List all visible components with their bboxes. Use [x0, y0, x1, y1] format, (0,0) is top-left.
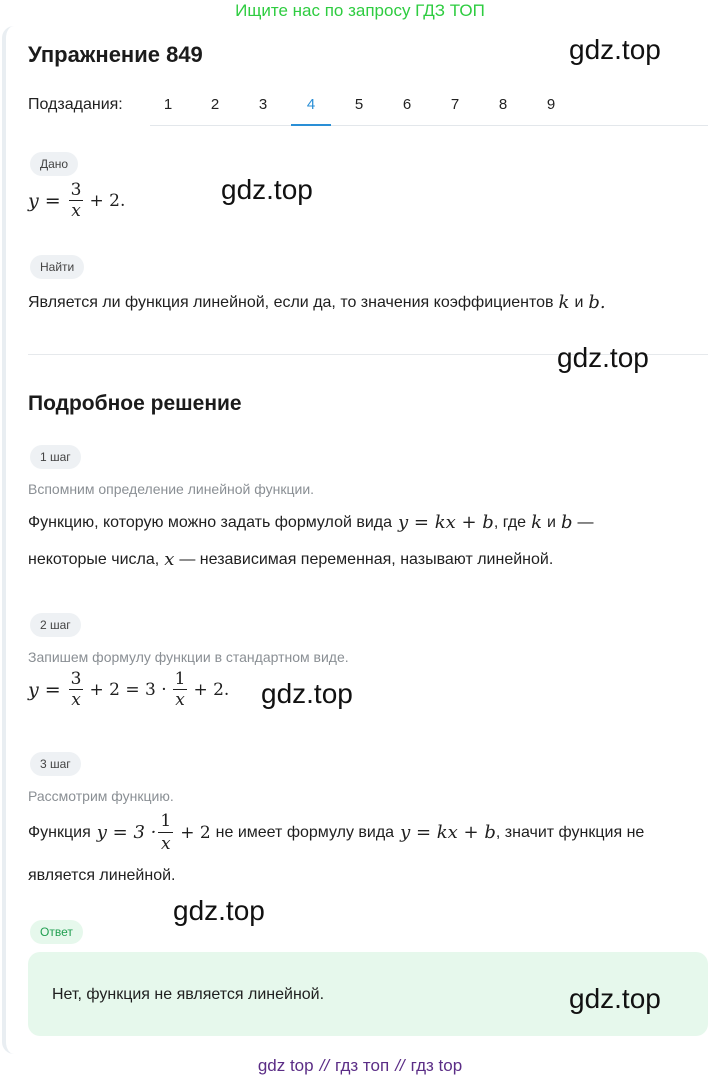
- formula-fraction-2: [173, 669, 188, 710]
- step-3-hint: Рассмотрим функцию.: [28, 788, 174, 804]
- var-x: x: [164, 549, 175, 570]
- formula-y: y: [28, 678, 39, 701]
- given-badge: Дано: [30, 152, 78, 176]
- step-3-text-so: , значит функция не: [495, 823, 645, 841]
- watermark: gdz.top: [569, 983, 661, 1014]
- find-and: и: [574, 294, 584, 311]
- formula-fraction-1: [69, 669, 84, 710]
- step-2-formula: [28, 669, 229, 710]
- footer-link-gdz-top-ru[interactable]: гдз топ: [335, 1056, 390, 1075]
- subtasks-divider: [150, 125, 708, 126]
- watermark: gdz.top: [557, 342, 649, 373]
- step-1-line-1: [28, 512, 593, 534]
- step-2-badge: 2 шаг: [30, 613, 81, 637]
- tab-subtask-8[interactable]: 8: [498, 96, 508, 113]
- fraction-numerator: 3: [70, 669, 82, 689]
- step-1-hint: Вспомним определение линейной функции.: [28, 481, 315, 497]
- watermark: gdz.top: [261, 678, 353, 709]
- tab-subtask-3[interactable]: 3: [258, 96, 268, 113]
- tab-subtask-5[interactable]: 5: [354, 96, 364, 113]
- page-title: Упражнение 849: [28, 42, 203, 67]
- fraction-numerator: 3: [70, 180, 82, 200]
- given-formula: [28, 180, 125, 221]
- tab-subtask-9[interactable]: 9: [546, 96, 556, 113]
- var-b: b: [560, 512, 573, 533]
- step-3-text-function: Функция: [28, 823, 91, 841]
- watermark: gdz.top: [221, 174, 313, 205]
- active-tab-indicator: [291, 124, 331, 126]
- step-3-line-1: [28, 810, 644, 855]
- step-1-text-numbers: некоторые числа,: [28, 551, 160, 568]
- answer-text: Нет, функция не является линейной.: [52, 986, 325, 1003]
- formula-eq: =: [44, 678, 61, 701]
- tab-subtask-7[interactable]: 7: [450, 96, 460, 113]
- tab-subtask-1[interactable]: 1: [163, 96, 173, 113]
- formula-plus: + 2: [180, 822, 211, 843]
- step-1-and: и: [547, 514, 556, 531]
- step-1-dash: —: [577, 514, 594, 531]
- formula-middle: + 2 = 3 ·: [89, 679, 167, 700]
- formula-fraction: [158, 810, 173, 855]
- step-1-badge: 1 шаг: [30, 445, 81, 469]
- formula-y-3: y = 3 ·: [96, 821, 157, 843]
- step-1-text-independent: — независимая переменная, называют линейной.: [179, 551, 554, 568]
- formula-fraction: [69, 180, 84, 221]
- find-text: [28, 292, 606, 314]
- step-1-text-where: , где: [493, 514, 527, 531]
- var-k: k: [558, 292, 570, 313]
- var-b: b.: [588, 292, 606, 313]
- tab-subtask-2[interactable]: 2: [210, 96, 220, 113]
- answer-badge: Ответ: [30, 920, 83, 944]
- formula-y: y: [28, 189, 39, 212]
- step-3-line-2: является линейной.: [28, 867, 176, 884]
- fraction-numerator: 1: [174, 669, 186, 689]
- formula-tail: + 2.: [193, 679, 230, 700]
- footer-links: [0, 1056, 720, 1076]
- footer-separator: //: [319, 1056, 330, 1075]
- formula-linear: y = kx + b: [400, 821, 496, 843]
- find-text-main: Является ли функция линейной, если да, то значения коэффициентов: [28, 294, 554, 311]
- fraction-numerator: 1: [160, 811, 172, 831]
- formula-linear: y = kx + b: [398, 512, 494, 533]
- step-2-hint: Запишем формулу функции в стандартном виде.: [28, 649, 349, 665]
- watermark: gdz.top: [173, 895, 265, 926]
- watermark: gdz.top: [569, 34, 661, 65]
- tab-subtask-4[interactable]: 4: [306, 96, 316, 113]
- footer-link-gdz-top-mixed[interactable]: гдз top: [410, 1056, 463, 1075]
- footer-link-gdz-top[interactable]: gdz top: [257, 1056, 314, 1075]
- fraction-denominator: x: [69, 200, 84, 221]
- var-k: k: [531, 512, 542, 533]
- step-1-text: Функцию, которую можно задать формулой вида: [28, 514, 393, 531]
- fraction-denominator: x: [173, 689, 188, 710]
- tab-subtask-6[interactable]: 6: [402, 96, 412, 113]
- find-badge: Найти: [30, 255, 84, 279]
- step-3-badge: 3 шаг: [30, 752, 81, 776]
- fraction-denominator: x: [69, 689, 84, 710]
- formula-eq: =: [44, 189, 61, 212]
- formula-tail: + 2.: [89, 190, 126, 211]
- solution-title: Подробное решение: [28, 392, 242, 415]
- fraction-denominator: x: [158, 832, 173, 855]
- step-3-text-not-have: не имеет формулу вида: [215, 823, 395, 841]
- step-1-line-2: [28, 549, 553, 571]
- search-banner: Ищите нас по запросу ГДЗ ТОП: [235, 1, 485, 20]
- subtasks-label: Подзадания:: [28, 96, 123, 113]
- footer-separator: //: [395, 1056, 405, 1075]
